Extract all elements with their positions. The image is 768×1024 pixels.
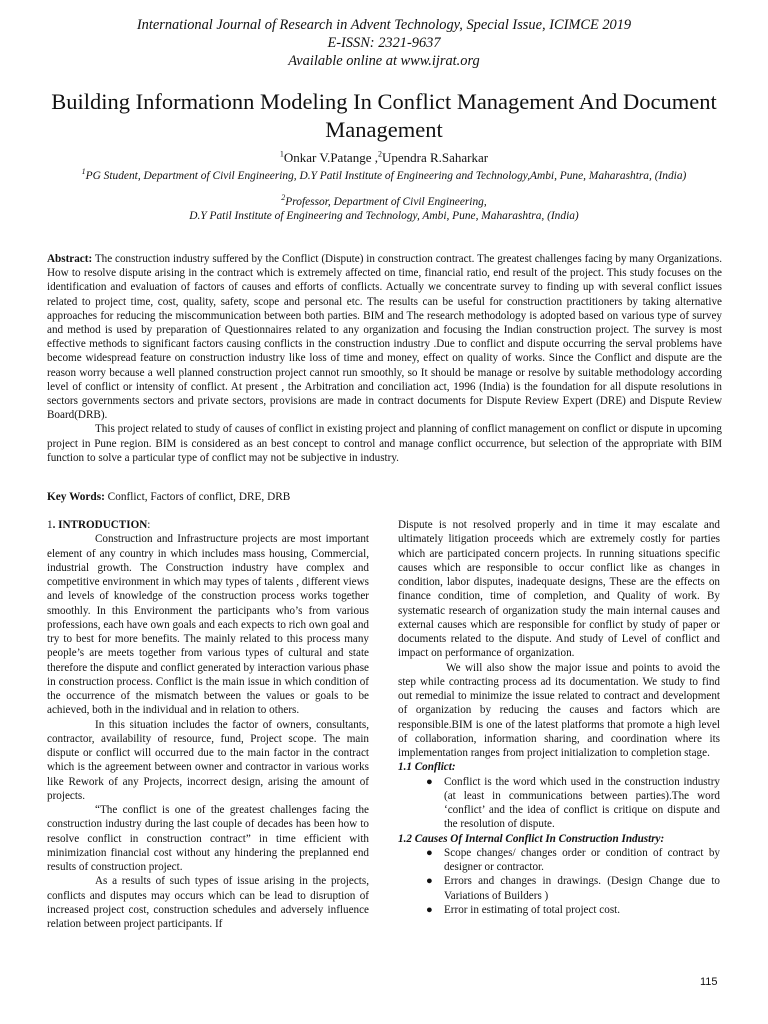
intro-paragraph-4: As a results of such types of issue arising in the projects, conflicts and disputes may occurs which can be lead to disruption of increased project cost, construction schedules and adversely influence relation between project participants. If	[47, 875, 369, 930]
bullet-icon: ●	[426, 775, 433, 788]
affiliation-1-mark: 1	[81, 167, 86, 177]
author-1-mark: 1	[279, 149, 284, 159]
list-item	[398, 775, 720, 832]
bullet-icon: ●	[426, 903, 433, 916]
abstract-text-1: The construction industry suffered by the Conflict (Dispute) in construction contract. The greatest challenges facing by many Organizations. How to resolve dispute arising in the contract which is extremely affected on time, financial ratio, end result of the project. This study focuses on the identification and evaluation of factors of causes and efforts of conflicts. Actually we concentrate survey to finding up with several conflict issues related to project time, cost, quality, safety, scope and personal etc. The results can be useful for construction practitioners by taking alternative approaches for reducing the miscommunication between both parties. BIM and The research methodology is adopted based on various type of survey and method is used by preparation of Questionnaires related to any organization and focusing the Indian construction project. The survey is most effective methods to significant factors causing conflicts in the construction industry .Due to conflict and dispute occurring the serval problems have become widespread feature on construction industry like loss of time and money, effect on quality of works. Since the Conflict and dispute are the reason worry because a well planned construction project cannot run smoothly, so It should be manage or resolve by suitable methodology according level of conflict or intensity of conflict. At present , the Arbitration and conciliation act, 1996 (India) is the foundation for all dispute resolutions in sectors governments sectors and private sectors, provisions are made in contract documents for Dispute Review Expert (DRE) and Dispute Review Board(DRB).	[47, 253, 722, 422]
abstract-paragraph-1	[47, 252, 722, 422]
list-item	[398, 874, 720, 903]
affiliation-2-line-2: D.Y Patil Institute of Engineering and Technology, Ambi, Pune, Maharashtra, (India)	[189, 209, 579, 222]
affiliation-1	[40, 167, 728, 184]
paper-title: Building Informationn Modeling In Conflict Management And Document Management	[51, 89, 717, 142]
list-item-text: Error in estimating of total project cost.	[444, 903, 621, 916]
section-colon: :	[147, 519, 151, 531]
keywords-label: Key Words:	[47, 491, 105, 503]
list-item-text: Errors and changes in drawings. (Design Change due to Variations of Builders )	[444, 875, 720, 902]
section-heading	[47, 518, 369, 532]
affiliation-2	[40, 193, 728, 223]
affiliation-2-mark: 2	[281, 193, 286, 203]
author-2-mark: 2	[377, 149, 382, 159]
affiliation-1-text: PG Student, Department of Civil Engineering, D.Y Patil Institute of Engineering and Technology,Ambi, Pune, Maharashtra, (India)	[85, 170, 687, 182]
affiliation-2-line-1: Professor, Department of Civil Engineering,	[285, 196, 487, 208]
availability-line: Available online at www.ijrat.org	[288, 53, 480, 69]
bullet-icon: ●	[426, 875, 433, 888]
author-1-name: Onkar V.Patange ,	[283, 150, 378, 165]
section-number: 1	[47, 519, 53, 531]
list-item-text: Conflict is the word which used in the construction industry (at least in communications between parties).The word ‘conflict’ and the idea of conflict is critique on dispute and the resolution of dispute.	[444, 775, 720, 831]
abstract-paragraph-2: This project related to study of causes of conflict in existing project and planning of conflict management on conflict or dispute in upcoming project in Pune region. BIM is considered as an best concept to control and manage conflict occurrence, but selection of the appropriate with BIM function to solve a particular type of conflict may not be subjective in industry.	[47, 423, 722, 464]
subsection-1-1-title: 1.1 Conflict:	[398, 761, 456, 774]
right-paragraph-2: We will also show the major issue and points to avoid the step while contracting process ad its documentation. We study to find out remedial to minimize the issue related to contract and development of organization by reducing the causes and factors which are responsible.BIM is one of the latest platforms that promote a high level of collaboration, information sharing, and coordination where its implementation ranges from project initialization to completion stage.	[398, 661, 720, 759]
section-title: . INTRODUCTION	[52, 519, 148, 531]
list-item-text: Scope changes/ changes order or condition of contract by designer or contractor.	[444, 846, 720, 873]
keywords-text: Conflict, Factors of conflict, DRE, DRB	[104, 491, 291, 503]
page-number: 115	[700, 976, 718, 988]
intro-paragraph-3: “The conflict is one of the greatest challenges facing the construction industry during the last couple of decades has been how to resolve conflict in construction contract” in time efficient with minimization financial cost without any hindering the preplanned end results of construction project.	[47, 804, 369, 873]
intro-paragraph-2: In this situation includes the factor of owners, consultants, contractor, availability of resource, fund, Project scope. The main dispute or conflict will occurred due to the main factor in the contract which is the agreement between owner and contractor in various works like Rework of any Projects, incorrect design, arising the amount of projects.	[47, 718, 369, 802]
subsection-1-1-list	[398, 775, 720, 832]
intro-paragraph-1: Construction and Infrastructure projects are most important element of any country in which includes mass housing, Commercial, industrial growth. The Construction industry have complex and competitive environment in which may types of talents , different views and levels of knowledge of the construction process works together smoothly. In this Environment the participants who’s from various professions, each have own goals and each expects to rich own goal and try to best for more benefits. The mainly related to this process many people’s are meets together from various types of cultural and state therefore the dispute and conflict generated by interaction various phase in construction process. Conflict is the main issue in which condition of the occurrence of the mismatch between the values or goals to be achieved, both in the individual and in relation to others.	[47, 533, 369, 717]
subsection-1-2-list	[398, 846, 720, 917]
abstract	[47, 252, 722, 465]
list-item	[398, 846, 720, 875]
bullet-icon: ●	[426, 846, 433, 859]
right-paragraph-1: Dispute is not resolved properly and in time it may escalate and ultimately litigation proceeds which are extremely costly for parties which are participated concern projects. In running situations specific causes which are responsible to occur conflict like as changes in condition, labor disputes, inadequate designs, These are the effects on finance condition, time of completion, and Quality of work. By systematic research of organization study the main internal causes and external causes which are responsible for conflict by study of paper or documents related to the dispute. And study of Level of conflict and impact on performance of organization.	[398, 519, 720, 660]
journal-header	[0, 16, 768, 70]
author-2-name: Upendra R.Saharkar	[381, 150, 489, 165]
subsection-1-2-title: 1.2 Causes Of Internal Conflict In Construction Industry:	[398, 832, 665, 845]
abstract-label: Abstract:	[47, 253, 93, 265]
list-item	[398, 903, 720, 917]
journal-name: International Journal of Research in Advent Technology, Special Issue, ICIMCE 2019	[136, 17, 632, 33]
author-line	[0, 150, 768, 166]
keywords	[47, 491, 722, 503]
left-column	[47, 518, 369, 931]
issn-line: E-ISSN: 2321-9637	[327, 35, 441, 51]
right-column	[398, 518, 720, 917]
